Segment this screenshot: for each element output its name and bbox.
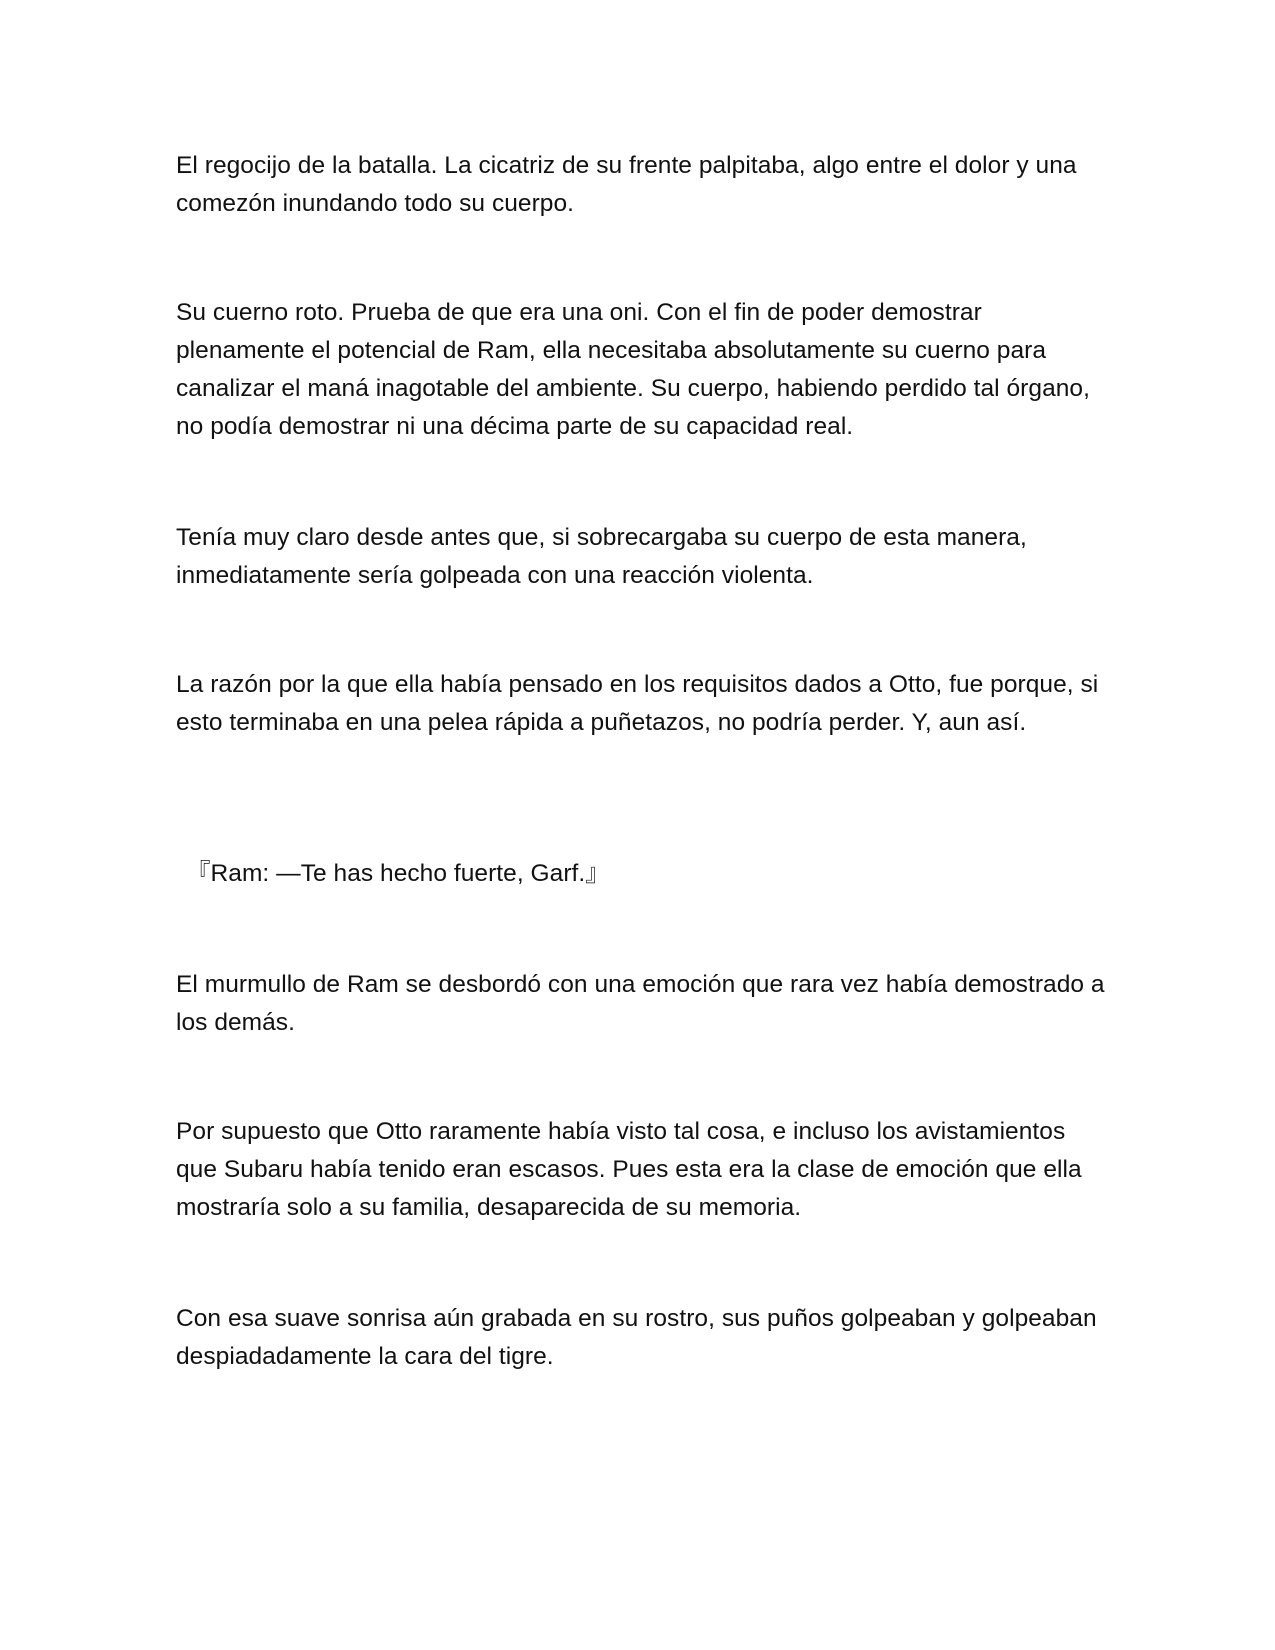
dialogue-line: 『Ram: —Te has hecho fuerte, Garf.』 [186,860,610,887]
paragraph-2: Su cuerno roto. Prueba de que era una oni. Con el fin de poder demostrar plenamente el potencial de Ram, ella necesitaba absolutamente su cuerno para canalizar el maná inagotable del ambiente. Su cuerpo, habiendo perdido tal órgano, no podía demostrar ni una décima parte de su capacidad real. [176,299,1090,440]
paragraph-7: Por supuesto que Otto raramente había visto tal cosa, e incluso los avistamientos que Subaru había tenido eran escasos. Pues esta era la clase de emoción que ella mostraría solo a su familia, desaparecida de su memoria. [176,1118,1082,1221]
paragraph-1: El regocijo de la batalla. La cicatriz de su frente palpitaba, algo entre el dolor y una comezón inundando todo su cuerpo. [176,152,1077,217]
paragraph-4: La razón por la que ella había pensado en los requisitos dados a Otto, fue porque, si esto terminaba en una pelea rápida a puñetazos, no podría perder. Y, aun así. [176,671,1099,736]
paragraph-6: El murmullo de Ram se desbordó con una emoción que rara vez había demostrado a los demás. [176,971,1105,1036]
paragraph-8: Con esa suave sonrisa aún grabada en su rostro, sus puños golpeaban y golpeaban despiadadamente la cara del tigre. [176,1305,1097,1370]
paragraph-3: Tenía muy claro desde antes que, si sobrecargaba su cuerpo de esta manera, inmediatamente sería golpeada con una reacción violenta. [176,524,1027,589]
